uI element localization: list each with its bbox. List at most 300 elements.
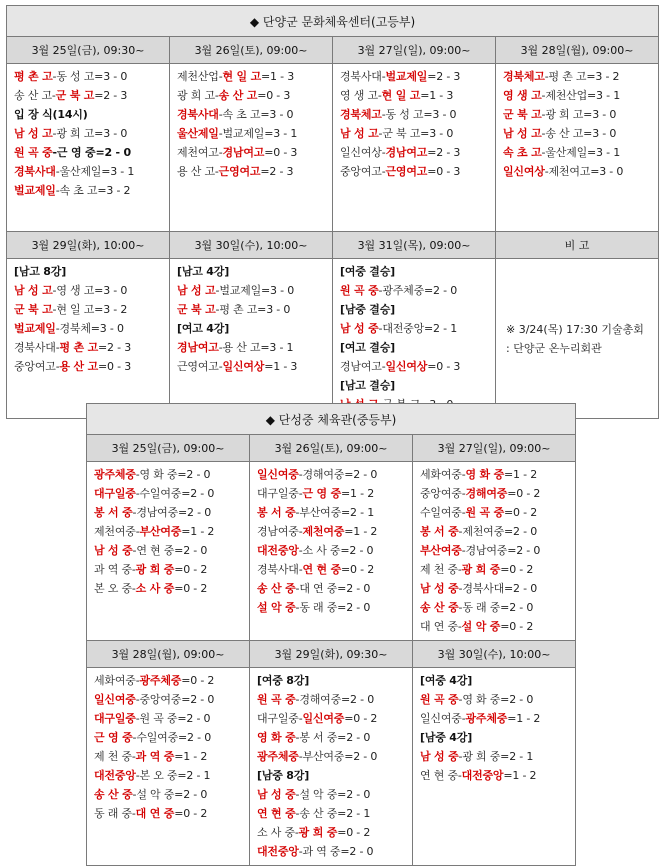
- match-line: [420, 747, 575, 766]
- match-line: [257, 842, 412, 861]
- match-text: =1 - 2: [507, 712, 541, 725]
- winner-team: 벌교제일: [14, 322, 56, 335]
- match-line: [420, 671, 575, 690]
- match-text: -경북사대=2 - 0: [458, 582, 537, 595]
- winner-team: 남 성 고: [503, 127, 542, 140]
- day-header: 3월 29일(화), 10:00~: [7, 232, 170, 259]
- day-header: 3월 31일(목), 09:00~: [333, 232, 496, 259]
- match-text: 영 생 고-: [340, 89, 382, 102]
- match-text: =0 - 2: [174, 582, 208, 595]
- match-line: [340, 143, 495, 162]
- match-text: [여중 4강]: [420, 674, 473, 687]
- winner-team: 대구일중: [94, 712, 136, 725]
- match-text: -평 촌 고=3 - 0: [215, 303, 291, 316]
- match-text: -광 희 고=3 - 0: [52, 127, 128, 140]
- winner-team: 원 곡 중: [14, 146, 53, 159]
- winner-team: 일신여중: [302, 712, 345, 725]
- match-text: -부산여중=2 - 0: [298, 750, 378, 763]
- winner-team: 평 촌 고: [59, 341, 99, 354]
- match-text: -영 생 고=3 - 0: [52, 284, 128, 297]
- match-text: =0 - 3: [427, 165, 461, 178]
- match-text: -경남여중=2 - 0: [132, 506, 211, 519]
- winner-team: 경북체고: [503, 70, 545, 83]
- match-line: [14, 143, 169, 162]
- match-text: =0 - 2: [500, 563, 534, 576]
- winner-team: 현 일 고: [222, 70, 262, 83]
- match-line: [257, 690, 412, 709]
- match-text: 광 희 고-: [177, 89, 219, 102]
- match-line: [257, 503, 412, 522]
- match-text: =1 - 2: [174, 750, 208, 763]
- match-line: [257, 465, 412, 484]
- match-list: [250, 668, 413, 866]
- match-text: -광주체중=2 - 0: [378, 284, 457, 297]
- high-school-venue-title: ◆ 단양군 문화체육센터(고등부): [7, 6, 659, 37]
- match-line: [503, 162, 658, 181]
- winner-team: 근영여고: [218, 165, 261, 178]
- match-text: -경남여중=2 - 0: [461, 544, 541, 557]
- match-text: 중앙여중-: [420, 487, 466, 500]
- winner-team: 대전중앙: [94, 769, 136, 782]
- match-text: =0 - 2: [174, 807, 208, 820]
- match-text: =1 - 2: [344, 525, 378, 538]
- match-text: -경북체=3 - 0: [55, 322, 124, 335]
- match-line: [340, 300, 495, 319]
- match-line: [94, 804, 249, 823]
- day-header: 3월 28일(월), 09:00~: [87, 641, 250, 668]
- winner-team: 남 성 고: [14, 284, 53, 297]
- match-text: -동 성 고=3 - 0: [52, 70, 128, 83]
- match-text: -설 악 중=2 - 0: [132, 788, 208, 801]
- match-line: [420, 465, 575, 484]
- match-line: [420, 503, 575, 522]
- winner-team: 대전중앙: [257, 544, 299, 557]
- match-text: -경해여중=2 - 0: [298, 468, 378, 481]
- winner-team: 소 사 중: [135, 582, 175, 595]
- match-line: [177, 319, 332, 338]
- winner-team: 군 북 고: [503, 108, 542, 121]
- match-text: 경남여중-: [257, 525, 303, 538]
- winner-team: 영 생 고: [503, 89, 542, 102]
- match-text: -설 악 중=2 - 0: [295, 788, 371, 801]
- winner-team: 영 화 중: [257, 731, 296, 744]
- match-line: [177, 86, 332, 105]
- match-text: -현 일 고=3 - 2: [52, 303, 128, 316]
- match-text: -광 희 중=2 - 1: [458, 750, 534, 763]
- match-list: [413, 462, 576, 641]
- match-text: -중앙여중=2 - 0: [135, 693, 215, 706]
- match-text: -대전중앙=2 - 1: [378, 322, 457, 335]
- winner-team: 일신여중: [94, 693, 136, 706]
- match-line: [257, 484, 412, 503]
- match-line: [340, 338, 495, 357]
- winner-team: 남 성 중: [257, 788, 296, 801]
- match-line: [503, 143, 658, 162]
- match-line: [420, 617, 575, 636]
- match-line: [420, 560, 575, 579]
- match-line: [14, 105, 169, 124]
- winner-team: 용 산 고: [59, 360, 99, 373]
- match-text: -제천여중=2 - 0: [458, 525, 537, 538]
- match-line: [257, 823, 412, 842]
- match-text: -대 연 중=2 - 0: [295, 582, 371, 595]
- match-line: [177, 162, 332, 181]
- match-text: -봉 서 중=2 - 0: [295, 731, 371, 744]
- winner-team: 일신여상: [503, 165, 545, 178]
- match-text: =0 - 2: [500, 620, 534, 633]
- match-line: [340, 67, 495, 86]
- match-line: [420, 598, 575, 617]
- match-text: -영 화 중=2 - 0: [458, 693, 534, 706]
- match-text: 제천산업-: [177, 70, 223, 83]
- winner-team: 근영여고: [385, 165, 428, 178]
- match-list: [250, 462, 413, 641]
- match-text: =1 - 3: [264, 360, 298, 373]
- match-line: [94, 747, 249, 766]
- day-header: 3월 27일(일), 09:00~: [333, 37, 496, 64]
- winner-team: 경남여고: [385, 146, 428, 159]
- match-line: [14, 124, 169, 143]
- match-line: [340, 86, 495, 105]
- winner-team: 경해여중: [465, 487, 508, 500]
- match-line: [257, 541, 412, 560]
- day-header: 3월 26일(토), 09:00~: [170, 37, 333, 64]
- winner-team: 군 북 고: [177, 303, 216, 316]
- match-text: =0 - 2: [504, 506, 538, 519]
- match-text: 일신여상-: [340, 146, 386, 159]
- match-text: 경남여고-: [340, 360, 386, 373]
- match-text: -동 성 고=3 - 0: [381, 108, 457, 121]
- match-line: [94, 503, 249, 522]
- match-line: [14, 300, 169, 319]
- match-list: [7, 64, 170, 232]
- match-line: [340, 262, 495, 281]
- match-line: [257, 747, 412, 766]
- winner-team: 광주체중: [94, 468, 136, 481]
- match-line: [340, 105, 495, 124]
- winner-team: 대전중앙: [257, 845, 299, 858]
- winner-team: 일신여상: [222, 360, 265, 373]
- match-line: [94, 579, 249, 598]
- match-list: [333, 64, 496, 232]
- match-text: -동 래 중=2 - 0: [458, 601, 534, 614]
- match-text: =0 - 2: [344, 712, 378, 725]
- match-text: 세화여중-: [420, 468, 466, 481]
- winner-team: 남 성 중: [340, 322, 379, 335]
- match-text: =0 - 2: [337, 826, 371, 839]
- match-text: [여중 결승]: [340, 265, 395, 278]
- match-text: -송 산 고=3 - 0: [541, 127, 617, 140]
- match-text: 중앙여고-: [14, 360, 60, 373]
- winner-team: 광 희 중: [298, 826, 338, 839]
- match-text: =0 - 3: [264, 146, 298, 159]
- winner-team: 광 희 중: [135, 563, 175, 576]
- match-text: -울산제일=3 - 1: [55, 165, 135, 178]
- match-text: =0 - 2: [174, 563, 208, 576]
- match-text: -속 초 고=3 - 0: [218, 108, 294, 121]
- match-line: [177, 105, 332, 124]
- winner-team: 대구일중: [94, 487, 136, 500]
- match-line: [94, 785, 249, 804]
- winner-team: 과 역 중: [135, 750, 175, 763]
- match-text: =0 - 2: [181, 674, 215, 687]
- match-list: [170, 259, 333, 419]
- match-line: [94, 671, 249, 690]
- match-text: =0 - 2: [341, 563, 375, 576]
- day-header: 3월 30일(수), 10:00~: [170, 232, 333, 259]
- match-line: [257, 579, 412, 598]
- match-text: =1 - 2: [504, 468, 538, 481]
- match-line: [340, 124, 495, 143]
- winner-team: 송 산 중: [94, 788, 133, 801]
- match-text: =2 - 3: [94, 89, 128, 102]
- high-school-schedule-table: [6, 5, 659, 419]
- match-line: [420, 522, 575, 541]
- match-text: -본 오 중=2 - 1: [135, 769, 211, 782]
- match-text: -제천여고=3 - 0: [544, 165, 624, 178]
- match-text: -송 산 중=2 - 1: [295, 807, 371, 820]
- match-text: =1 - 2: [181, 525, 215, 538]
- match-text: [남중 결승]: [340, 303, 395, 316]
- match-text: 본 오 중-: [94, 582, 136, 595]
- match-line: [257, 728, 412, 747]
- match-line: [177, 143, 332, 162]
- match-text: 입 장 식(14시): [14, 108, 88, 121]
- match-list: [7, 259, 170, 419]
- match-line: [340, 376, 495, 395]
- day-header: 3월 26일(토), 09:00~: [250, 435, 413, 462]
- winner-team: 벌교제일: [385, 70, 428, 83]
- match-line: [420, 579, 575, 598]
- winner-team: 설 악 중: [257, 601, 296, 614]
- match-line: [420, 541, 575, 560]
- match-text: 과 역 중-: [94, 563, 136, 576]
- winner-team: 현 일 고: [381, 89, 421, 102]
- day-header: 3월 27일(일), 09:00~: [413, 435, 576, 462]
- winner-team: 남 성 중: [420, 582, 459, 595]
- match-line: [257, 766, 412, 785]
- match-text: =0 - 3: [98, 360, 132, 373]
- day-header: 3월 25일(금), 09:00~: [87, 435, 250, 462]
- match-line: [177, 124, 332, 143]
- match-text: [남고 결승]: [340, 379, 395, 392]
- match-text: 제천여중-: [94, 525, 140, 538]
- winner-team: 남 성 중: [420, 750, 459, 763]
- match-line: [420, 484, 575, 503]
- day-header: 3월 29일(화), 09:30~: [250, 641, 413, 668]
- winner-team: 남 성 고: [14, 127, 53, 140]
- match-line: [503, 86, 658, 105]
- middle-school-venue-title: ◆ 단성중 체육관(중등부): [87, 404, 576, 435]
- winner-team: 대전중앙: [461, 769, 504, 782]
- winner-team: 남 성 고: [177, 284, 216, 297]
- winner-team: 광주체중: [139, 674, 182, 687]
- match-list: [170, 64, 333, 232]
- match-text: =1 - 3: [261, 70, 295, 83]
- winner-team: 일신여상: [385, 360, 428, 373]
- winner-team: 경북체고: [340, 108, 382, 121]
- match-text: 제 천 중-: [420, 563, 462, 576]
- winner-team: 경남여고: [177, 341, 219, 354]
- match-line: [257, 709, 412, 728]
- match-text: [여고 4강]: [177, 322, 230, 335]
- winner-team: 원 곡 중: [420, 693, 459, 706]
- match-text: -부산여중=2 - 1: [295, 506, 374, 519]
- winner-team: 울산제일: [177, 127, 219, 140]
- match-line: [420, 766, 575, 785]
- match-line: [177, 300, 332, 319]
- match-text: -광 희 고=3 - 0: [541, 108, 617, 121]
- match-line: [94, 541, 249, 560]
- winner-team: 봉 서 중: [257, 506, 296, 519]
- match-text: -소 사 중=2 - 0: [298, 544, 374, 557]
- match-text: -울산제일=3 - 1: [541, 146, 620, 159]
- match-line: [177, 357, 332, 376]
- match-line: [257, 804, 412, 823]
- match-text: =2 - 3: [427, 146, 461, 159]
- winner-team: 남 성 중: [94, 544, 133, 557]
- winner-team: 평 촌 고: [14, 70, 53, 83]
- winner-team: 봉 서 중: [94, 506, 133, 519]
- winner-team: 원 곡 중: [340, 284, 379, 297]
- match-line: [257, 522, 412, 541]
- match-text: 일신여중-: [420, 712, 466, 725]
- winner-team: 대 연 중: [135, 807, 175, 820]
- match-text: =0 - 3: [427, 360, 461, 373]
- match-line: [340, 162, 495, 181]
- match-list: [413, 668, 576, 866]
- winner-team: 송 산 고: [218, 89, 258, 102]
- match-line: [420, 709, 575, 728]
- match-text: 연 현 중-: [420, 769, 462, 782]
- match-text: =0 - 2: [507, 487, 541, 500]
- match-line: [94, 690, 249, 709]
- match-text: -제천산업=3 - 1: [541, 89, 620, 102]
- match-text: =1 - 2: [503, 769, 537, 782]
- match-text: -과 역 중=2 - 0: [298, 845, 374, 858]
- match-line: [14, 357, 169, 376]
- match-text: 동 래 중-: [94, 807, 136, 820]
- match-list: [496, 64, 659, 232]
- middle-school-schedule-table: [86, 403, 576, 866]
- match-text: =1 - 2: [341, 487, 375, 500]
- match-line: [94, 709, 249, 728]
- match-line: [177, 262, 332, 281]
- match-line: [14, 262, 169, 281]
- match-line: [14, 281, 169, 300]
- match-text: -영 화 중=2 - 0: [135, 468, 211, 481]
- match-text: -용 산 고=3 - 1: [218, 341, 294, 354]
- match-line: [14, 319, 169, 338]
- winner-team: 경북사대: [14, 165, 56, 178]
- winner-team: 군 북 고: [14, 303, 53, 316]
- match-text: 경북사대-: [340, 70, 386, 83]
- match-text: =2 - 3: [260, 165, 294, 178]
- winner-team: 근 영 중: [302, 487, 342, 500]
- winner-team: 송 산 중: [257, 582, 296, 595]
- match-text: 세화여중-: [94, 674, 140, 687]
- match-line: [14, 338, 169, 357]
- winner-team: 광주체중: [465, 712, 508, 725]
- match-line: [340, 281, 495, 300]
- match-text: -동 래 중=2 - 0: [295, 601, 371, 614]
- match-text: -원 곡 중=2 - 0: [135, 712, 211, 725]
- match-line: [257, 598, 412, 617]
- match-line: [94, 522, 249, 541]
- winner-team: 영 화 중: [465, 468, 505, 481]
- match-text: 대구일중-: [257, 712, 303, 725]
- match-text: -연 현 중=2 - 0: [132, 544, 208, 557]
- match-text: 근영여고-: [177, 360, 223, 373]
- match-list: [87, 668, 250, 866]
- match-text: -벌교제일=3 - 0: [215, 284, 294, 297]
- match-line: [94, 728, 249, 747]
- winner-team: 송 산 중: [420, 601, 459, 614]
- match-text: 대구일중-: [257, 487, 303, 500]
- day-header: 3월 30일(수), 10:00~: [413, 641, 576, 668]
- match-text: [남고 8강]: [14, 265, 67, 278]
- match-text: [남중 8강]: [257, 769, 310, 782]
- winner-team: 경남여고: [222, 146, 265, 159]
- match-text: [남고 4강]: [177, 265, 230, 278]
- match-line: [257, 671, 412, 690]
- match-line: [177, 67, 332, 86]
- match-text: -속 초 고=3 - 2: [55, 184, 131, 197]
- match-text: =2 - 3: [427, 70, 461, 83]
- match-text: 제 천 중-: [94, 750, 136, 763]
- match-line: [94, 484, 249, 503]
- match-text: -수일여중=2 - 0: [135, 487, 215, 500]
- match-line: [503, 67, 658, 86]
- match-text: [여중 8강]: [257, 674, 310, 687]
- remarks-header: 비 고: [496, 232, 659, 259]
- match-text: 용 산 고-: [177, 165, 219, 178]
- remarks-note: ※ 3/24(목) 17:30 기술총회 : 단양군 온누리회관: [496, 259, 659, 419]
- winner-team: 원 곡 중: [465, 506, 505, 519]
- match-text: -근 영 중=2 - 0: [52, 146, 131, 159]
- match-line: [14, 162, 169, 181]
- winner-team: 경북사대: [177, 108, 219, 121]
- match-line: [94, 465, 249, 484]
- winner-team: 연 현 중: [302, 563, 342, 576]
- match-line: [177, 281, 332, 300]
- match-line: [340, 319, 495, 338]
- winner-team: 군 북 고: [55, 89, 95, 102]
- match-text: [남중 4강]: [420, 731, 473, 744]
- match-text: -수일여중=2 - 0: [132, 731, 211, 744]
- match-line: [503, 124, 658, 143]
- winner-team: 광주체중: [257, 750, 299, 763]
- match-line: [420, 728, 575, 747]
- match-list: [333, 259, 496, 419]
- match-line: [420, 690, 575, 709]
- winner-team: 제천여중: [302, 525, 345, 538]
- match-text: [여고 결승]: [340, 341, 395, 354]
- winner-team: 부산여중: [420, 544, 462, 557]
- match-text: 중앙여고-: [340, 165, 386, 178]
- winner-team: 원 곡 중: [257, 693, 296, 706]
- winner-team: 연 현 중: [257, 807, 296, 820]
- winner-team: 부산여중: [139, 525, 182, 538]
- winner-team: 광 희 중: [461, 563, 501, 576]
- match-line: [257, 785, 412, 804]
- match-text: 제천여고-: [177, 146, 223, 159]
- match-text: =2 - 3: [98, 341, 132, 354]
- match-text: 소 사 중-: [257, 826, 299, 839]
- match-line: [257, 560, 412, 579]
- match-text: =1 - 3: [420, 89, 454, 102]
- match-line: [14, 67, 169, 86]
